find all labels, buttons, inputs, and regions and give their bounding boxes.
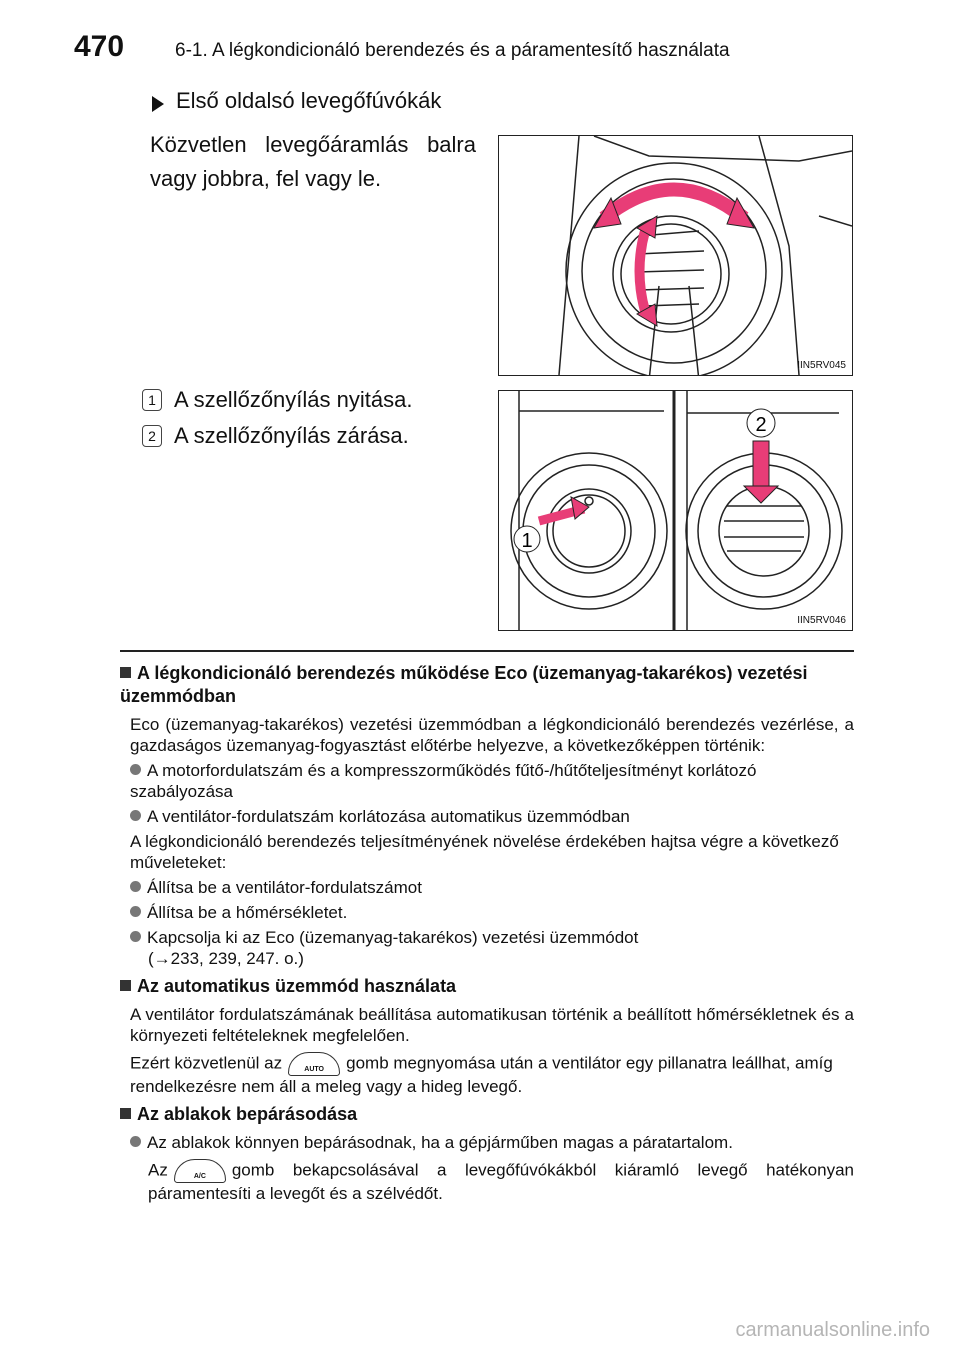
watermark: carmanualsonline.info [735,1319,930,1341]
bullet-icon [130,810,141,821]
eco-intro: Eco (üzemanyag-takarékos) vezetési üzemmódban a légkondicionáló berendezés vezérlése, a gazdaságos üzemanyag-fogyasztást előtérbe helyezve, a következőképpen történik: [130,715,854,755]
callout-1: 1 [521,530,533,552]
step-number: 2 [142,425,162,447]
fog-paragraph: Az A/C gomb bekapcsolásával a levegőfúvókákból kiáramló levegő hatékonyan páramentesíti a levegőt és a szélvédőt. [148,1160,854,1203]
auto-button-icon: AUTO [288,1052,340,1076]
square-bullet-icon [120,667,131,678]
eco-bullet: A motorfordulatszám és a kompresszorműködés fűtő-/hűtőteljesítményt korlátozó szabályozása [130,761,757,801]
vent-description: Közvetlen levegőáramlás balra vagy jobbra, fel vagy le. [150,132,476,191]
auto-paragraph-2: Ezért közvetlenül az AUTO gomb megnyomása után a ventilátor egy pillanatra leállhat, amíg rendelkezésre nem áll a meleg vagy a hideg levegő. [130,1053,833,1096]
eco-bullet: Kapcsolja ki az Eco (üzemanyag-takarékos) vezetési üzemmódot [120,927,854,948]
eco-bullet: Állítsa be a hőmérsékletet. [120,902,854,923]
step-text: A szellőzőnyílás nyitása. [174,387,413,412]
vent-direction-illustration [498,135,853,376]
section-title: Első oldalsó levegőfúvókák [176,88,442,113]
bullet-icon [130,931,141,942]
image-code: IIN5RV046 [797,615,846,626]
bullet-icon [130,764,141,775]
chapter-title: 6-1. A légkondicionáló berendezés és a páramentesítő használata [175,40,730,61]
step-number: 1 [142,389,162,411]
bullet-icon [130,906,141,917]
square-bullet-icon [120,980,131,991]
fog-heading: Az ablakok bepárásodása [120,1103,854,1126]
square-bullet-icon [120,1108,131,1119]
section-arrow-icon [152,96,164,112]
bullet-icon [130,1136,141,1147]
auto-paragraph: A ventilátor fordulatszámának beállítása automatikusan történik a beállított hőmérsékletnek és a környezeti feltételeknek megfelelően. [130,1005,854,1045]
eco-bullet: Állítsa be a ventilátor-fordulatszámot [120,877,854,898]
vent-open-close-illustration [498,390,853,631]
eco-reference: (→233, 239, 247. o.) [148,949,304,968]
page-number: 470 [74,30,125,63]
bullet-icon [130,881,141,892]
image-code: IIN5RV045 [797,360,846,371]
ac-button-icon: A/C [174,1159,226,1183]
eco-bullet: A ventilátor-fordulatszám korlátozása automatikus üzemmódban [120,806,854,827]
step-close [142,423,409,449]
step-open [142,387,412,413]
auto-heading: Az automatikus üzemmód használata [120,975,854,998]
eco-section [120,662,854,1204]
eco-heading: A légkondicionáló berendezés működése Eco (üzemanyag-takarékos) vezetési üzemmódban [120,663,808,706]
section-divider [120,650,854,652]
callout-2: 2 [755,414,767,436]
step-text: A szellőzőnyílás zárása. [174,423,409,448]
eco-mid-text: A légkondicionáló berendezés teljesítményének növelése érdekében hajtsa végre a következő műveleteket: [130,832,839,872]
fog-bullet: Az ablakok könnyen bepárásodnak, ha a gépjárműben magas a páratartalom. [120,1132,854,1153]
